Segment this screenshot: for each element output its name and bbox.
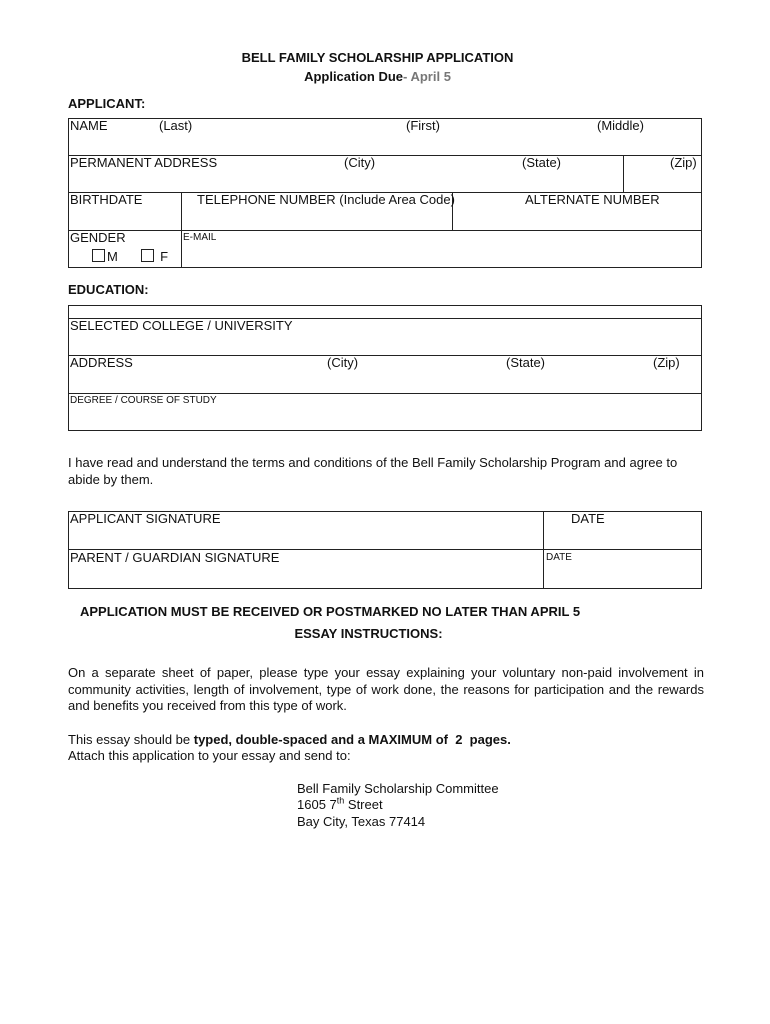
alternate-number-field[interactable] — [453, 207, 701, 229]
last-label: (Last) — [159, 118, 193, 133]
college-address-field[interactable] — [69, 370, 701, 392]
college-field[interactable] — [69, 333, 701, 354]
applicant-date-label: DATE — [571, 511, 605, 526]
telephone-field[interactable] — [182, 207, 451, 229]
deadline-notice: APPLICATION MUST BE RECEIVED OR POSTMARKED NO LATER THAN APRIL 5 — [80, 604, 581, 619]
degree-field[interactable] — [69, 407, 701, 430]
mailing-street — [297, 797, 383, 812]
application-due — [0, 69, 755, 84]
essay-requirement-bold: typed, double-spaced and a MAXIMUM of 2 pages. — [193, 732, 511, 747]
applicant-section-label: APPLICANT: — [68, 96, 146, 111]
male-checkbox[interactable] — [92, 249, 105, 262]
email-field[interactable] — [182, 244, 701, 267]
college-label: SELECTED COLLEGE / UNIVERSITY — [70, 318, 293, 333]
permanent-address-field[interactable] — [69, 170, 622, 191]
female-label: F — [160, 249, 169, 264]
college-address-label: ADDRESS — [70, 355, 133, 370]
gender-options — [92, 249, 168, 264]
street-name: Street — [344, 797, 383, 812]
street-number: 1605 7 — [297, 797, 337, 812]
name-label: NAME — [70, 118, 108, 133]
mailing-city: Bay City, Texas 77414 — [297, 814, 426, 829]
email-label: E-MAIL — [183, 232, 217, 243]
state-label: (State) — [522, 155, 562, 170]
essay-heading: ESSAY INSTRUCTIONS: — [294, 626, 443, 641]
first-label: (First) — [406, 118, 440, 133]
attach-instruction: Attach this application to your essay and send to: — [68, 748, 351, 763]
degree-label: DEGREE / COURSE OF STUDY — [70, 395, 217, 406]
male-label: M — [107, 249, 118, 264]
college-zip-label: (Zip) — [653, 355, 680, 370]
telephone-label: TELEPHONE NUMBER (Include Area Code) — [197, 192, 455, 207]
gender-label: GENDER — [70, 230, 126, 245]
alternate-number-label: ALTERNATE NUMBER — [525, 192, 660, 207]
due-date: - April 5 — [403, 69, 451, 84]
permanent-address-label: PERMANENT ADDRESS — [70, 155, 218, 170]
essay-instructions: On a separate sheet of paper, please type your essay explaining your voluntary non-paid involvement in community activities, length of involvement, type of work done, the reasons for participation and the rewards and benefits you received from this type of work. — [68, 665, 704, 713]
birthdate-label: BIRTHDATE — [70, 192, 143, 207]
essay-requirement-prefix: This essay should be — [68, 732, 194, 747]
parent-signature-label: PARENT / GUARDIAN SIGNATURE — [70, 550, 280, 565]
due-label: Application Due — [304, 69, 404, 84]
city-label: (City) — [344, 155, 376, 170]
female-checkbox[interactable] — [141, 249, 154, 262]
parent-date-label: DATE — [546, 552, 572, 563]
mailing-committee: Bell Family Scholarship Committee — [297, 781, 499, 796]
essay-requirement — [68, 732, 511, 747]
college-state-label: (State) — [506, 355, 546, 370]
college-city-label: (City) — [327, 355, 359, 370]
parent-date-field[interactable] — [544, 564, 701, 588]
agreement-text: I have read and understand the terms and conditions of the Bell Family Scholarship Program and agree to abide by them. — [68, 455, 678, 487]
applicant-signature-field[interactable] — [69, 526, 542, 548]
form-title: BELL FAMILY SCHOLARSHIP APPLICATION — [241, 50, 514, 65]
name-field[interactable] — [69, 133, 701, 154]
education-section-label: EDUCATION: — [68, 282, 149, 297]
parent-signature-field[interactable] — [69, 564, 542, 588]
applicant-date-field[interactable] — [544, 526, 701, 548]
applicant-signature-label: APPLICANT SIGNATURE — [70, 511, 221, 526]
birthdate-field[interactable] — [69, 207, 180, 229]
street-suffix: th — [336, 795, 345, 806]
zip-label: (Zip) — [670, 155, 697, 170]
zip-field[interactable] — [624, 170, 701, 191]
middle-label: (Middle) — [597, 118, 644, 133]
